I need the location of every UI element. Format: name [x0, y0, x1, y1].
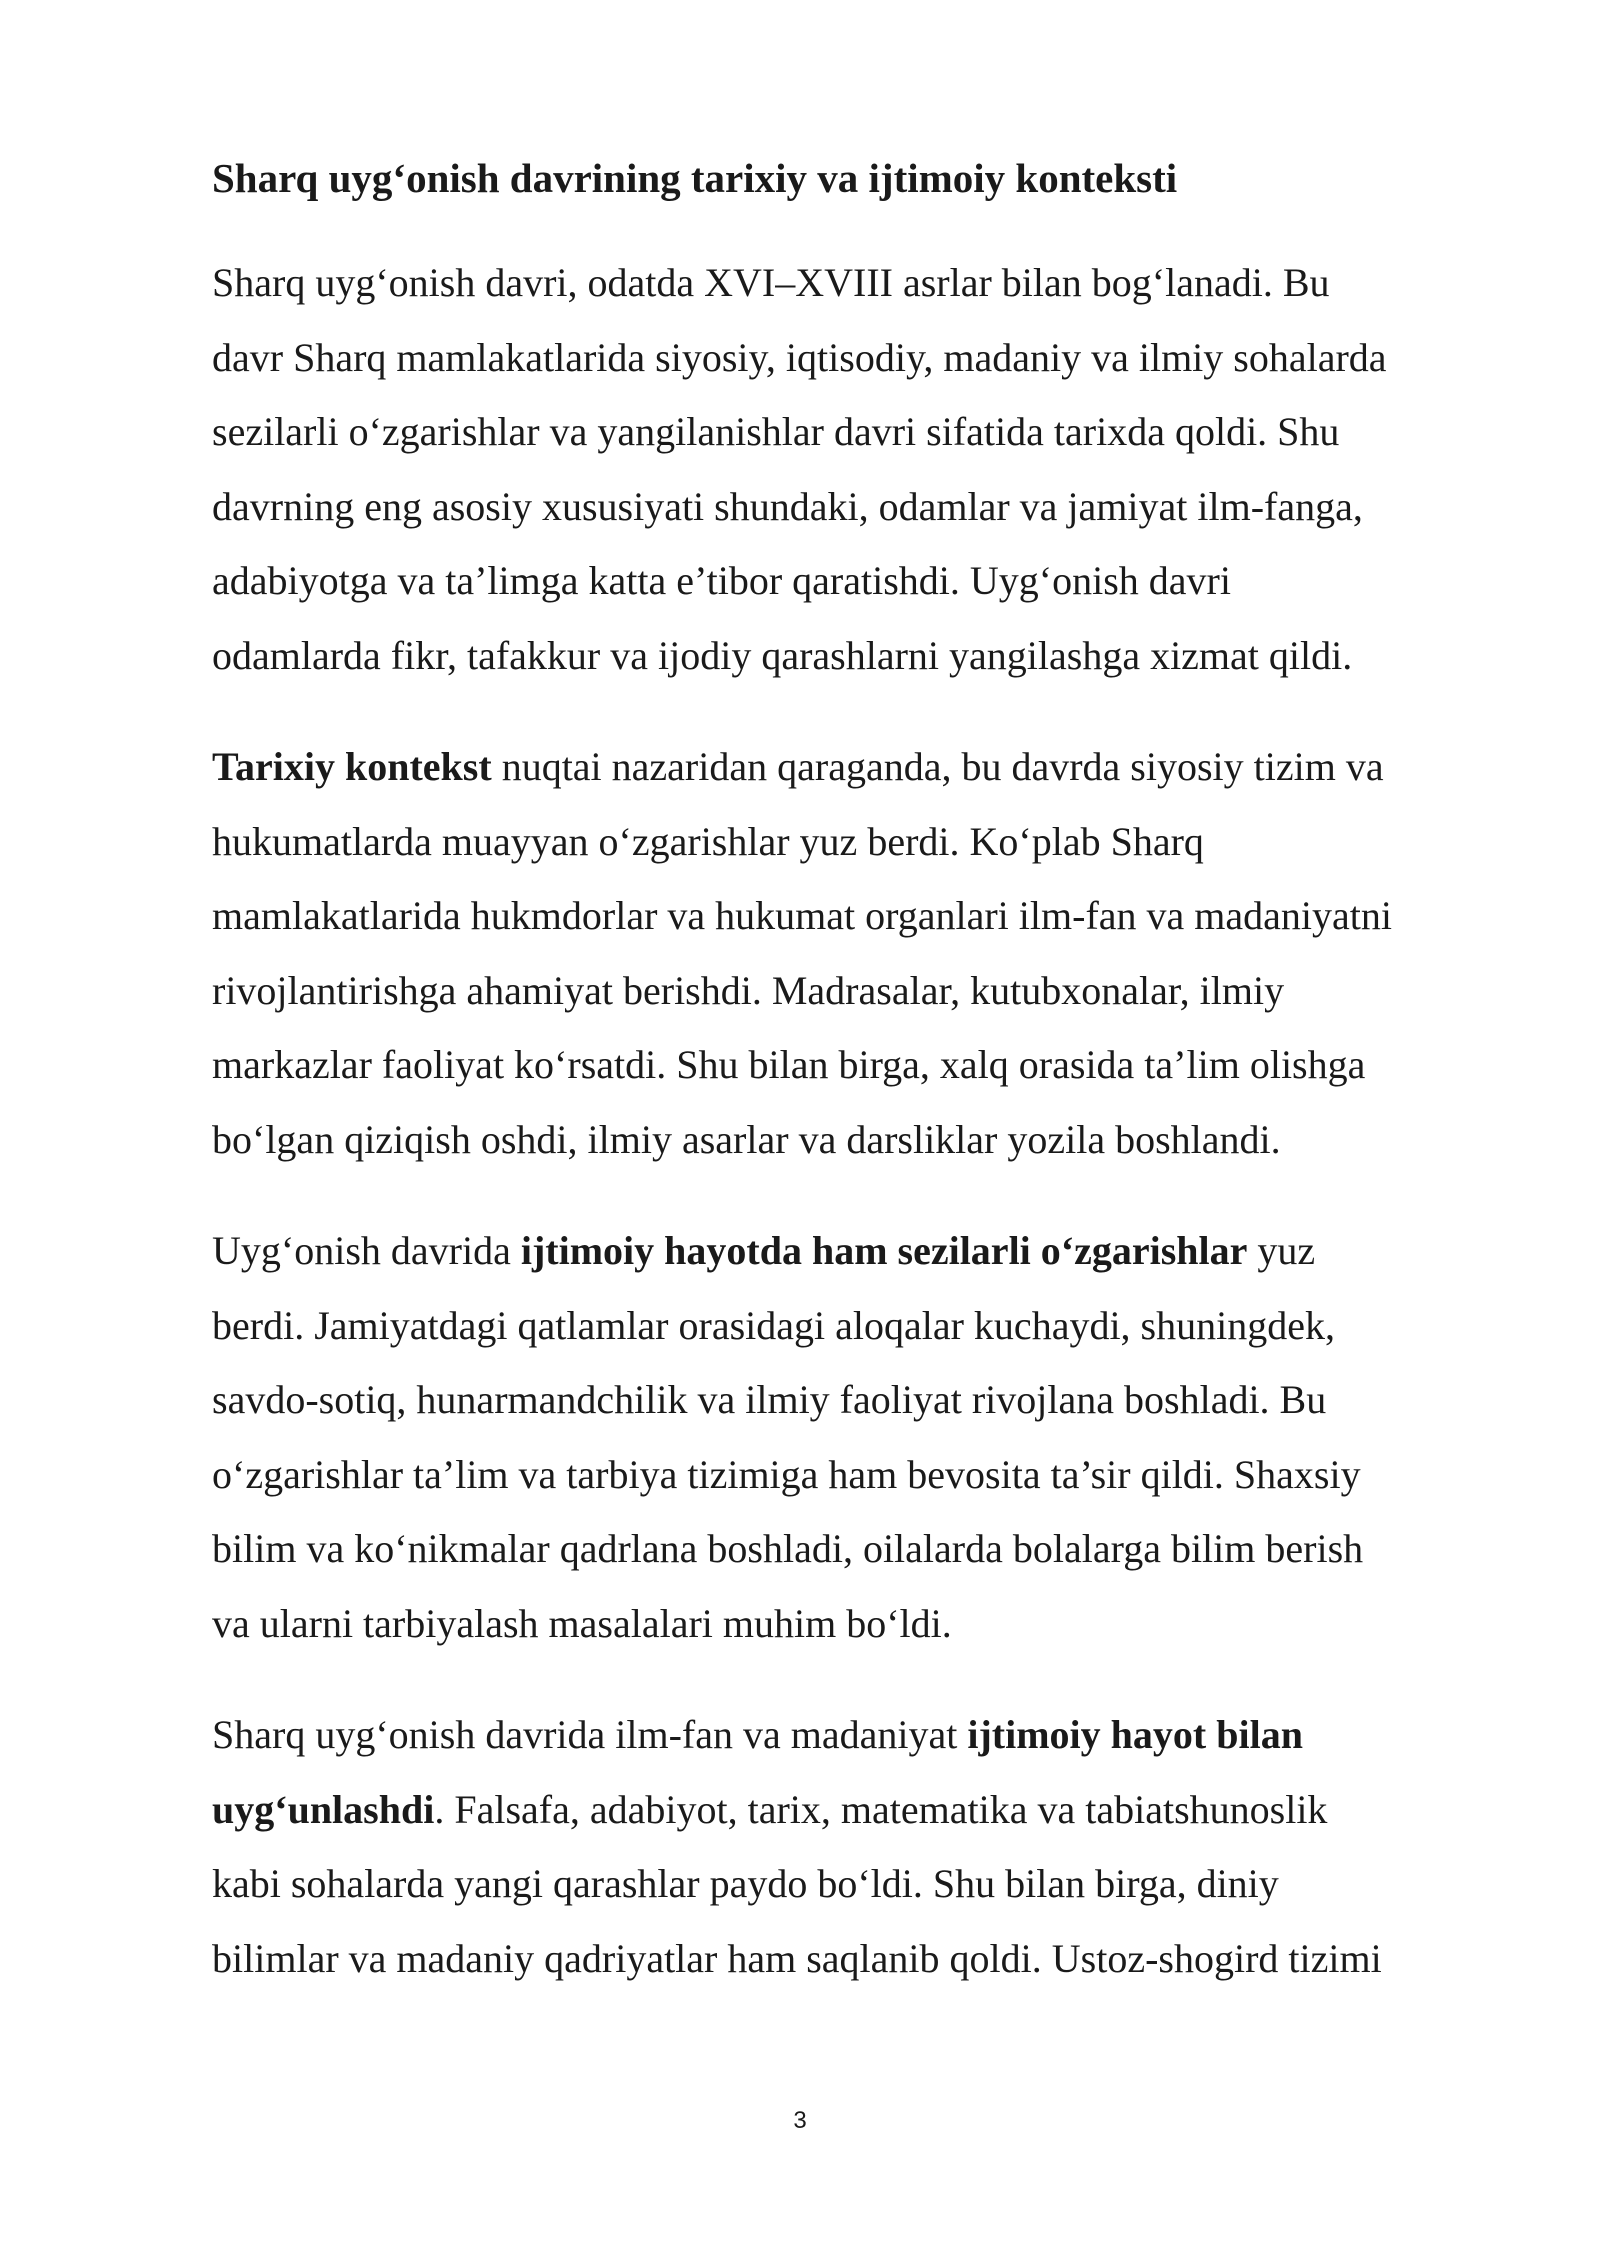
paragraph-line	[212, 1773, 1492, 1848]
bold-term: ijtimoiy hayot bilan	[967, 1712, 1303, 1757]
paragraph-1	[212, 246, 1492, 693]
paragraph-line: sezilarli o‘zgarishlar va yangilanishlar davri sifatida tarixda qoldi. Shu	[212, 409, 1340, 454]
paragraph-line	[212, 1698, 1492, 1773]
paragraph-text: Uyg‘onish davrida	[212, 1228, 521, 1273]
paragraph-line: bilimlar va madaniy qadriyatlar ham saqlanib qoldi. Ustoz-shogird tizimi	[212, 1935, 1382, 1981]
paragraph-line: davr Sharq mamlakatlarida siyosiy, iqtisodiy, madaniy va ilmiy sohalarda	[212, 334, 1387, 380]
paragraph-line: Sharq uyg‘onish davri, odatda XVI–XVIII asrlar bilan bog‘lanadi. Bu	[212, 260, 1330, 305]
paragraph-line: odamlarda fikr, tafakkur va ijodiy qarashlarni yangilashga xizmat qildi.	[212, 632, 1353, 678]
paragraph-line: markazlar faoliyat ko‘rsatdi. Shu bilan birga, xalq orasida ta’lim olishga	[212, 1042, 1366, 1087]
paragraph-line	[212, 1214, 1492, 1289]
paragraph-line: adabiyotga va ta’limga katta e’tibor qaratishdi. Uyg‘onish davri	[212, 558, 1231, 603]
bold-term: Tarixiy kontekst	[212, 744, 492, 789]
paragraph-line: rivojlantirishga ahamiyat berishdi. Madrasalar, kutubxonalar, ilmiy	[212, 967, 1285, 1013]
paragraph-line: o‘zgarishlar ta’lim va tarbiya tizimiga ham bevosita ta’sir qildi. Shaxsiy	[212, 1451, 1361, 1497]
paragraph-3	[212, 1214, 1492, 1661]
section-heading: Sharq uyg‘onish davrining tarixiy va ijtimoiy konteksti	[212, 155, 1178, 201]
paragraph-line: kabi sohalarda yangi qarashlar paydo bo‘ldi. Shu bilan birga, diniy	[212, 1861, 1279, 1906]
bold-term: ijtimoiy hayotda ham sezilarli o‘zgarishlar	[520, 1228, 1248, 1273]
bold-term: uyg‘unlashdi	[212, 1786, 435, 1832]
paragraph-line: bo‘lgan qiziqish oshdi, ilmiy asarlar va darsliklar yozila boshlandi.	[212, 1116, 1281, 1162]
paragraph-text: Sharq uyg‘onish davrida ilm-fan va madaniyat	[212, 1712, 968, 1757]
paragraph-line: mamlakatlarida hukmdorlar va hukumat organlari ilm-fan va madaniyatni	[212, 893, 1392, 938]
paragraph-2	[212, 730, 1492, 1177]
paragraph-line: va ularni tarbiyalash masalalari muhim bo‘ldi.	[212, 1600, 952, 1646]
page-number: 3	[793, 2107, 807, 2134]
page-content	[212, 150, 1492, 2033]
paragraph-line: savdo-sotiq, hunarmandchilik va ilmiy faoliyat rivojlana boshladi. Bu	[212, 1377, 1327, 1422]
paragraph-line: hukumatlarda muayyan o‘zgarishlar yuz berdi. Ko‘plab Sharq	[212, 818, 1204, 864]
paragraph-line	[212, 730, 1492, 805]
paragraph-line: davrning eng asosiy xususiyati shundaki, odamlar va jamiyat ilm-fanga,	[212, 483, 1363, 529]
paragraph-line: bilim va ko‘nikmalar qadrlana boshladi, oilalarda bolalarga bilim berish	[212, 1526, 1364, 1571]
paragraph-text: . Falsafa, adabiyot, tarix, matematika va tabiatshunoslik	[434, 1786, 1328, 1832]
paragraph-text: yuz	[1247, 1228, 1316, 1273]
paragraph-text: nuqtai nazaridan qaraganda, bu davrda siyosiy tizim va	[491, 744, 1384, 789]
paragraph-4	[212, 1698, 1492, 1996]
paragraph-line: berdi. Jamiyatdagi qatlamlar orasidagi aloqalar kuchaydi, shuningdek,	[212, 1302, 1335, 1348]
